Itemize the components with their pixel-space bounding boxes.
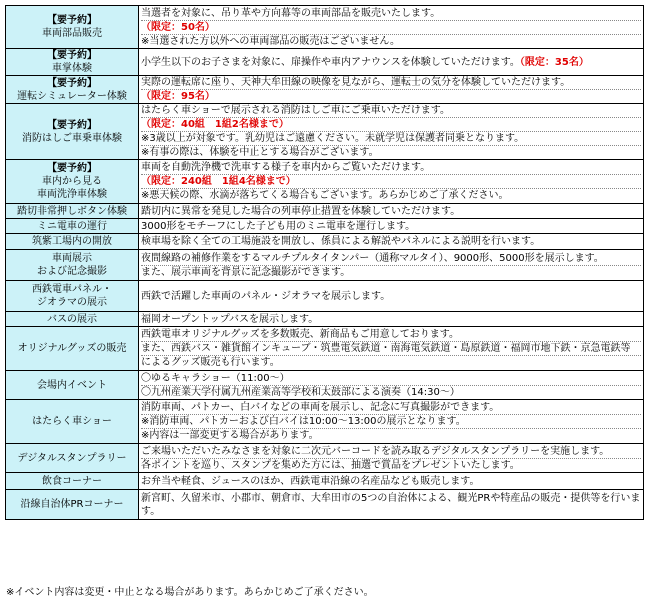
row-label-line: 【要予約】 [47,163,97,174]
footnote: ※イベント内容は変更・中止となる場合があります。あらかじめご了承ください。 [6,587,374,598]
content-text: によるグッズ販売も行います。 [141,357,280,368]
row-label-line: 西鉄電車パネル・ [32,284,112,295]
content-text: ご来場いただいたみなさまを対象に二次元バーコードを読み取るデジタルスタンプラリーを実施します。 [141,445,610,457]
row-label-line: ジオラマの展示 [37,297,107,308]
row-content [139,250,644,281]
row-content [139,6,644,49]
table-row [6,49,644,76]
content-line [141,290,641,303]
content-line [141,161,641,174]
row-label [6,250,139,281]
content-line [141,341,641,355]
row-label-line: 会場内イベント [37,379,107,391]
table-row [6,312,644,327]
content-line [141,414,641,428]
content-line [141,20,641,34]
table-row [6,490,644,520]
row-label [6,281,139,312]
row-label-line: 【要予約】 [47,15,97,26]
content-text: 西鉄で活躍した車両のパネル・ジオラマを展示します。 [141,290,391,302]
table-row [6,234,644,250]
row-label-line: オリジナルグッズの販売 [17,343,127,354]
row-label-line: はたらく車ショー [32,416,112,427]
table-row [6,400,644,444]
event-table [5,5,644,520]
content-line [141,188,641,202]
content-text: ※内容は一部変更する場合があります。 [141,430,319,441]
content-line [141,56,641,69]
content-text: 実際の運転席に座り、天神大牟田線の映像を見ながら、運転士の気分を体験していただけます。 [141,77,571,88]
row-label-line: 沿線自治体PRコーナー [20,499,124,510]
table-row [6,219,644,234]
row-label [6,444,139,473]
content-line [141,145,641,159]
content-text: ※3歳以上が対象です。乳幼児はご遠慮ください。未就学児は保護者同乗となります。 [141,133,525,144]
row-label [6,49,139,76]
row-content [139,204,644,219]
content-line [141,401,641,414]
table-row [6,76,644,104]
row-label-line: 車内から見る [42,176,102,187]
event-table-body [6,6,644,520]
content-line [141,89,641,103]
row-content [139,327,644,371]
row-label-line: 踏切非常押しボタン体験 [17,205,127,217]
row-label [6,104,139,160]
content-line [141,428,641,442]
row-label [6,312,139,327]
row-label [6,76,139,104]
row-label [6,371,139,400]
row-content [139,234,644,250]
content-text: 新宮町、久留米市、小郡市、朝倉市、大牟田市の5つの自治体による、観光PRや特産品の販売・提供等を行います。 [141,492,641,517]
content-text: 西鉄電車オリジナルグッズを多数販売、新商品もご用意しております。 [141,329,459,340]
content-line [141,205,641,218]
table-row [6,104,644,160]
table-row [6,204,644,219]
content-line [141,104,641,117]
row-content [139,490,644,520]
content-text: 〇ゆるキャラショー（11:00～） [141,372,290,384]
row-label [6,400,139,444]
table-row [6,444,644,473]
row-label-line: 【要予約】 [47,77,97,89]
content-text: 〇九州産業大学付属九州産業高等学校和太鼓部による演奏（14:30～） [141,386,460,398]
content-line [141,76,641,89]
content-line [141,7,641,20]
row-label [6,219,139,234]
content-line [141,131,641,145]
content-line [141,313,641,326]
content-line [141,355,641,369]
content-text: 3000形をモチーフにした子ども用のミニ電車を運行します。 [141,220,416,232]
row-label [6,473,139,490]
content-text: 小学生以下のお子さまを対象に、扉操作や車内アナウンスを体験していただけます。 [141,56,520,68]
content-line [141,252,641,265]
table-row [6,281,644,312]
content-text: 検車場を除く全ての工場施設を開放し、係員による解説やパネルによる説明を行います。 [141,236,541,247]
row-label-line: デジタルスタンプラリー [17,452,127,464]
table-row [6,371,644,400]
content-line [141,385,641,399]
table-row [6,327,644,371]
row-label-line: 【要予約】 [47,119,97,131]
row-content [139,49,644,76]
row-content [139,160,644,204]
content-text: 各ポイントを巡り、スタンプを集めた方には、抽選で賞品をプレゼントいたします。 [141,459,520,471]
table-row [6,250,644,281]
content-text: また、西鉄バス・雑貨館インキューブ・筑豊電気鉄道・南海電気鉄道・島原鉄道・福岡市地下鉄・京急電鉄等 [141,343,631,354]
limit-text: （限定：40組 1組2名様まで） [141,119,289,130]
row-content [139,281,644,312]
content-text: 車両を自動洗浄機で洗車する様子を車内からご覧いただけます。 [141,162,431,173]
content-text: 福岡オープントップバスを展示します。 [141,313,319,325]
limit-text: （限定：35名） [519,56,589,68]
content-text: ※有事の際は、体験を中止とする場合がございます。 [141,147,379,158]
content-text: ※当選された方以外への車両部品の販売はございません。 [141,35,400,47]
row-label-line: ミニ電車の運行 [37,220,107,232]
row-label-line: 【要予約】 [47,50,97,61]
content-text: 夜間線路の補修作業をするマルチプルタイタンパー（通称マルタイ）、9000形、5000形を展示します。 [141,252,604,264]
content-line [141,174,641,188]
row-label-line: 車両展示 [52,253,92,264]
row-label [6,327,139,371]
row-label-line: 車掌体験 [52,63,92,74]
row-label [6,490,139,520]
table-row [6,6,644,49]
row-label-line: 筑紫工場内の開放 [32,236,112,247]
content-text: 当選者を対象に、吊り革や方向幕等の車両部品を販売いたします。 [141,7,441,19]
row-content [139,473,644,490]
row-label [6,160,139,204]
content-line [141,235,641,248]
content-line [141,220,641,233]
row-label [6,6,139,49]
row-label-line: 飲食コーナー [42,475,102,487]
row-label [6,204,139,219]
content-line [141,34,641,48]
content-line [141,117,641,131]
content-line [141,475,641,488]
row-content [139,219,644,234]
row-label-line: 車両洗浄車体験 [37,189,107,200]
row-label-line: 車両部品販売 [42,28,102,39]
content-text: 踏切内に異常を発見した場合の列車停止措置を体験していただけます。 [141,205,461,217]
row-content [139,444,644,473]
row-content [139,76,644,104]
limit-text: （限定：50名） [141,21,215,33]
row-label-line: バスの展示 [47,313,97,325]
content-line [141,492,641,518]
content-text: お弁当や軽食、ジュースのほか、西鉄電車沿線の名産品なども販売します。 [141,475,480,487]
row-label-line: および記念撮影 [37,266,107,277]
content-line [141,328,641,341]
row-label-line: 消防はしご車乗車体験 [22,132,122,144]
content-text: ※消防車両、パトカーおよび白バイは10:00～13:00の展示となります。 [141,416,466,427]
limit-text: （限定：95名） [141,91,215,102]
content-text: ※悪天候の際、水滴が落ちてくる場合もございます。あらかじめご了承ください。 [141,190,509,201]
content-line [141,265,641,279]
row-content [139,312,644,327]
row-content [139,104,644,160]
content-text: また、展示車両を背景に記念撮影ができます。 [141,266,351,278]
row-content [139,400,644,444]
limit-text: （限定：240組 1組4名様まで） [141,176,296,187]
table-row [6,160,644,204]
content-line [141,445,641,458]
row-content [139,371,644,400]
row-label-line: 運転シミュレーター体験 [17,90,127,102]
content-line [141,372,641,385]
row-label [6,234,139,250]
content-text: 消防車両、パトカー、白バイなどの車両を展示し、記念に写真撮影ができます。 [141,402,500,413]
content-text: はたらく車ショーで展示される消防はしご車にご乗車いただけます。 [141,105,450,116]
content-line [141,458,641,472]
table-row [6,473,644,490]
